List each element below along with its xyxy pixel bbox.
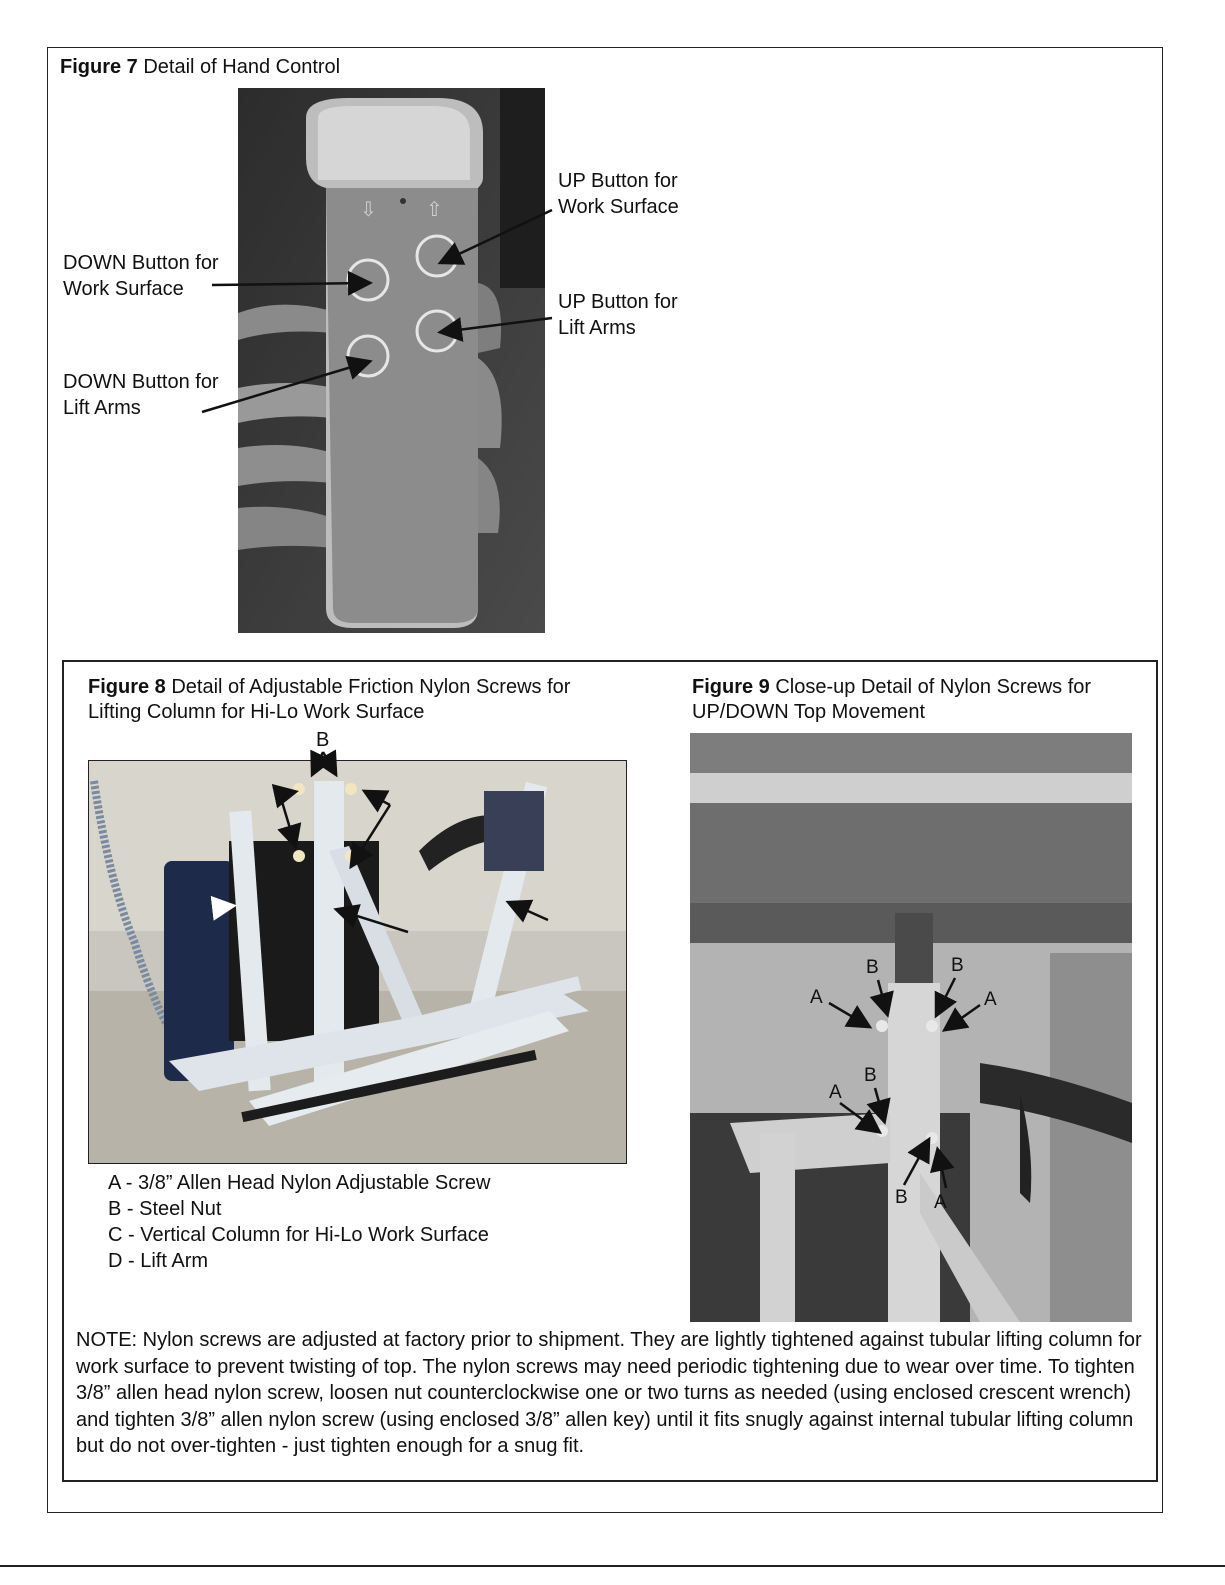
figure9-marker-b-4: B bbox=[895, 1187, 908, 1208]
figure9-marker-b-2: B bbox=[951, 955, 964, 976]
figure8-legend bbox=[108, 1170, 490, 1274]
svg-text:⇩: ⇩ bbox=[360, 199, 377, 221]
figure8-title-line1: Detail of Adjustable Friction Nylon Screws for bbox=[171, 676, 571, 698]
figure9-caption bbox=[692, 675, 1091, 725]
figure9-marker-a-2: A bbox=[984, 989, 997, 1010]
figure8-marker-b: B bbox=[316, 729, 330, 751]
callout-text: DOWN Button for bbox=[63, 252, 219, 274]
figure9-label: Figure 9 bbox=[692, 676, 770, 698]
callout-text: Lift Arms bbox=[558, 317, 636, 339]
figure9-marker-b-3: B bbox=[864, 1065, 877, 1086]
legend-item-c: C - Vertical Column for Hi-Lo Work Surface bbox=[108, 1224, 489, 1246]
callout-text: Work Surface bbox=[63, 278, 184, 300]
callout-text: Lift Arms bbox=[63, 397, 141, 419]
figure9-title-line2: UP/DOWN Top Movement bbox=[692, 701, 926, 723]
figure8-title-line2: Lifting Column for Hi-Lo Work Surface bbox=[88, 701, 425, 723]
figure7-arrows bbox=[0, 0, 1225, 700]
figure9-marker-a-1: A bbox=[810, 987, 823, 1008]
figure9-marker-a-3: A bbox=[829, 1082, 842, 1103]
adjustment-note: NOTE: Nylon screws are adjusted at factory prior to shipment. They are lightly tightened against tubular lifting column for work surface to prevent twisting of top. The nylon screws may need periodic tightening due to wear over time. To tighten 3/8” allen head nylon screw, loosen nut counterclockwise one or two turns as needed (using enclosed crescent wrench) and tighten 3/8” allen nylon screw (using enclosed 3/8” allen key) until it fits snugly against internal tubular lifting column but do not over-tighten - just tighten enough for a snug fit. bbox=[76, 1329, 1142, 1457]
figure9-marker-a-4: A bbox=[934, 1192, 947, 1213]
legend-item-b: B - Steel Nut bbox=[108, 1198, 222, 1220]
callout-text: UP Button for bbox=[558, 170, 678, 192]
figure8-label: Figure 8 bbox=[88, 676, 166, 698]
callout-text: UP Button for bbox=[558, 291, 678, 313]
figure9-title-line1: Close-up Detail of Nylon Screws for bbox=[775, 676, 1092, 698]
figure9-marker-b-1: B bbox=[866, 957, 879, 978]
figure9-annotations bbox=[690, 733, 1132, 1322]
figure8-caption bbox=[88, 675, 570, 725]
figure8-arrows bbox=[80, 740, 640, 970]
legend-item-d: D - Lift Arm bbox=[108, 1250, 209, 1272]
svg-text:⇧: ⇧ bbox=[426, 199, 443, 221]
page-bottom-rule bbox=[0, 1565, 1225, 1567]
figure7-title: Detail of Hand Control bbox=[143, 56, 341, 78]
legend-item-a: A - 3/8” Allen Head Nylon Adjustable Screw bbox=[108, 1172, 491, 1194]
callout-text: Work Surface bbox=[558, 196, 679, 218]
figure7-label: Figure 7 bbox=[60, 56, 138, 78]
callout-text: DOWN Button for bbox=[63, 371, 219, 393]
